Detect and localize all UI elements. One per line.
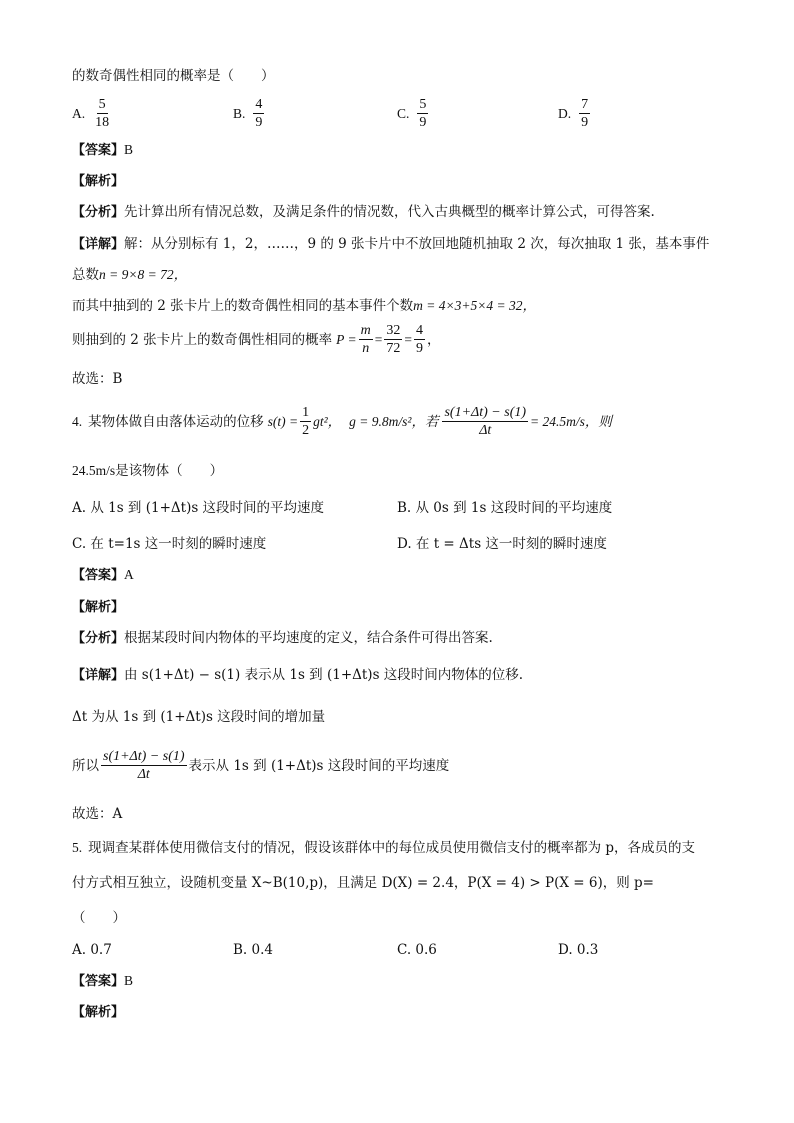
option-label: B. [233,105,246,121]
q4-xiangjie-2: Δt 为从 1s 到 (1+Δt)s 这段时间的增加量 [72,709,326,725]
fraction-avg-velocity-2: $\frac{s(1+\Delta t) - s(1)}{\Delta t}$ [103,749,185,782]
q4-stem-1: 4. 某物体做自由落体运动的位移 s(t) = $\frac{1}{2}$ gt²， g = 9.8m/s²，若 $\frac{s(1+\Delta t) - s(1)}{\Delta t}$ = 24.5m/s，则 [72,405,612,438]
q5-answer: 【答案】B [72,973,134,989]
q3-analysis-heading: 【解析】 [72,174,125,189]
q5-stem-2: 付方式相互独立，设随机变量 X~B(10,p)，且满足 D(X) = 2.4，P(X = 4) > P(X = 6)，则 p= [72,875,654,891]
q3-xiangjie-3: 而其中抽到的 2 张卡片上的数奇偶性相同的基本事件个数m = 4×3+5×4 = 32， [72,298,536,314]
q3-guxuan: 故选：B [72,371,123,387]
q4-guxuan: 故选：A [72,806,123,822]
q3-option-d [558,96,592,131]
q5-stem-1: 5. 现调查某群体使用微信支付的情况，假设该群体中的每位成员使用微信支付的概率都为 p，各成员的支 [72,840,696,856]
option-fraction: $\frac{5}{18}$ [95,97,110,130]
fraction-m-n: $\frac{m}{n}$ [360,323,371,356]
q3-option-b [233,96,266,131]
q3-option-c [397,96,430,131]
option-fraction: $\frac{5}{9}$ [419,97,427,130]
fraction-32-72: $\frac{32}{72}$ [386,323,401,356]
option-fraction: $\frac{7}{9}$ [581,97,589,130]
q5-option-b: B. 0.4 [233,942,273,958]
q5-stem-3: （ ） [72,910,126,926]
q3-option-a [72,96,113,131]
option-label: D. [558,105,572,121]
option-label: A. [72,105,86,121]
option-fraction: $\frac{4}{9}$ [255,97,263,130]
q5-option-d: D. 0.3 [558,942,599,958]
q4-analysis-heading: 【解析】 [72,600,125,615]
q4-option-c: C. 在 t=1s 这一时刻的瞬时速度 [72,536,267,552]
q3-fenxi: 【分析】先计算出所有情况总数，及满足条件的情况数，代入古典概型的概率计算公式，可得答案. [72,204,655,220]
q4-xiangjie-1: 【详解】由 s(1+Δt) − s(1) 表示从 1s 到 (1+Δt)s 这段时间内物体的位移. [72,667,524,683]
q3-xiangjie-1: 【详解】解：从分别标有 1，2，……，9 的 9 张卡片中不放回地随机抽取 2 次，每次抽取 1 张，基本事件 [72,236,710,252]
fraction-half: $\frac{1}{2}$ [302,405,310,438]
q4-fenxi: 【分析】根据某段时间内物体的平均速度的定义，结合条件可得出答案. [72,630,493,646]
fraction-avg-velocity: $\frac{s(1+\Delta t) - s(1)}{\Delta t}$ [444,405,527,438]
q5-option-c: C. 0.6 [397,942,437,958]
q5-option-a: A. 0.7 [72,942,112,958]
q3-xiangjie-4: 则抽到的 2 张卡片上的数奇偶性相同的概率 P = $\frac{m}{n}$ = $\frac{32}{72}$ = $\frac{4}{9}$ ， [72,323,441,356]
q3-stem-end: 的数奇偶性相同的概率是（ ） [72,68,275,84]
q4-answer: 【答案】A [72,567,134,583]
q3-answer: 【答案】B [72,142,134,158]
q4-option-b: B. 从 0s 到 1s 这段时间的平均速度 [397,500,613,516]
q4-stem-2: 24.5m/s是该物体（ ） [72,463,224,479]
option-label: C. [397,105,410,121]
q3-xiangjie-2: 总数n = 9×8 = 72， [72,267,188,283]
fraction-4-9: $\frac{4}{9}$ [416,323,424,356]
q4-xiangjie-3: 所以 $\frac{s(1+\Delta t) - s(1)}{\Delta t}$ 表示从 1s 到 (1+Δt)s 这段时间的平均速度 [72,749,450,782]
q4-option-a: A. 从 1s 到 (1+Δt)s 这段时间的平均速度 [72,500,325,516]
q5-analysis-heading: 【解析】 [72,1005,125,1020]
q4-option-d: D. 在 t = Δts 这一时刻的瞬时速度 [397,536,607,552]
